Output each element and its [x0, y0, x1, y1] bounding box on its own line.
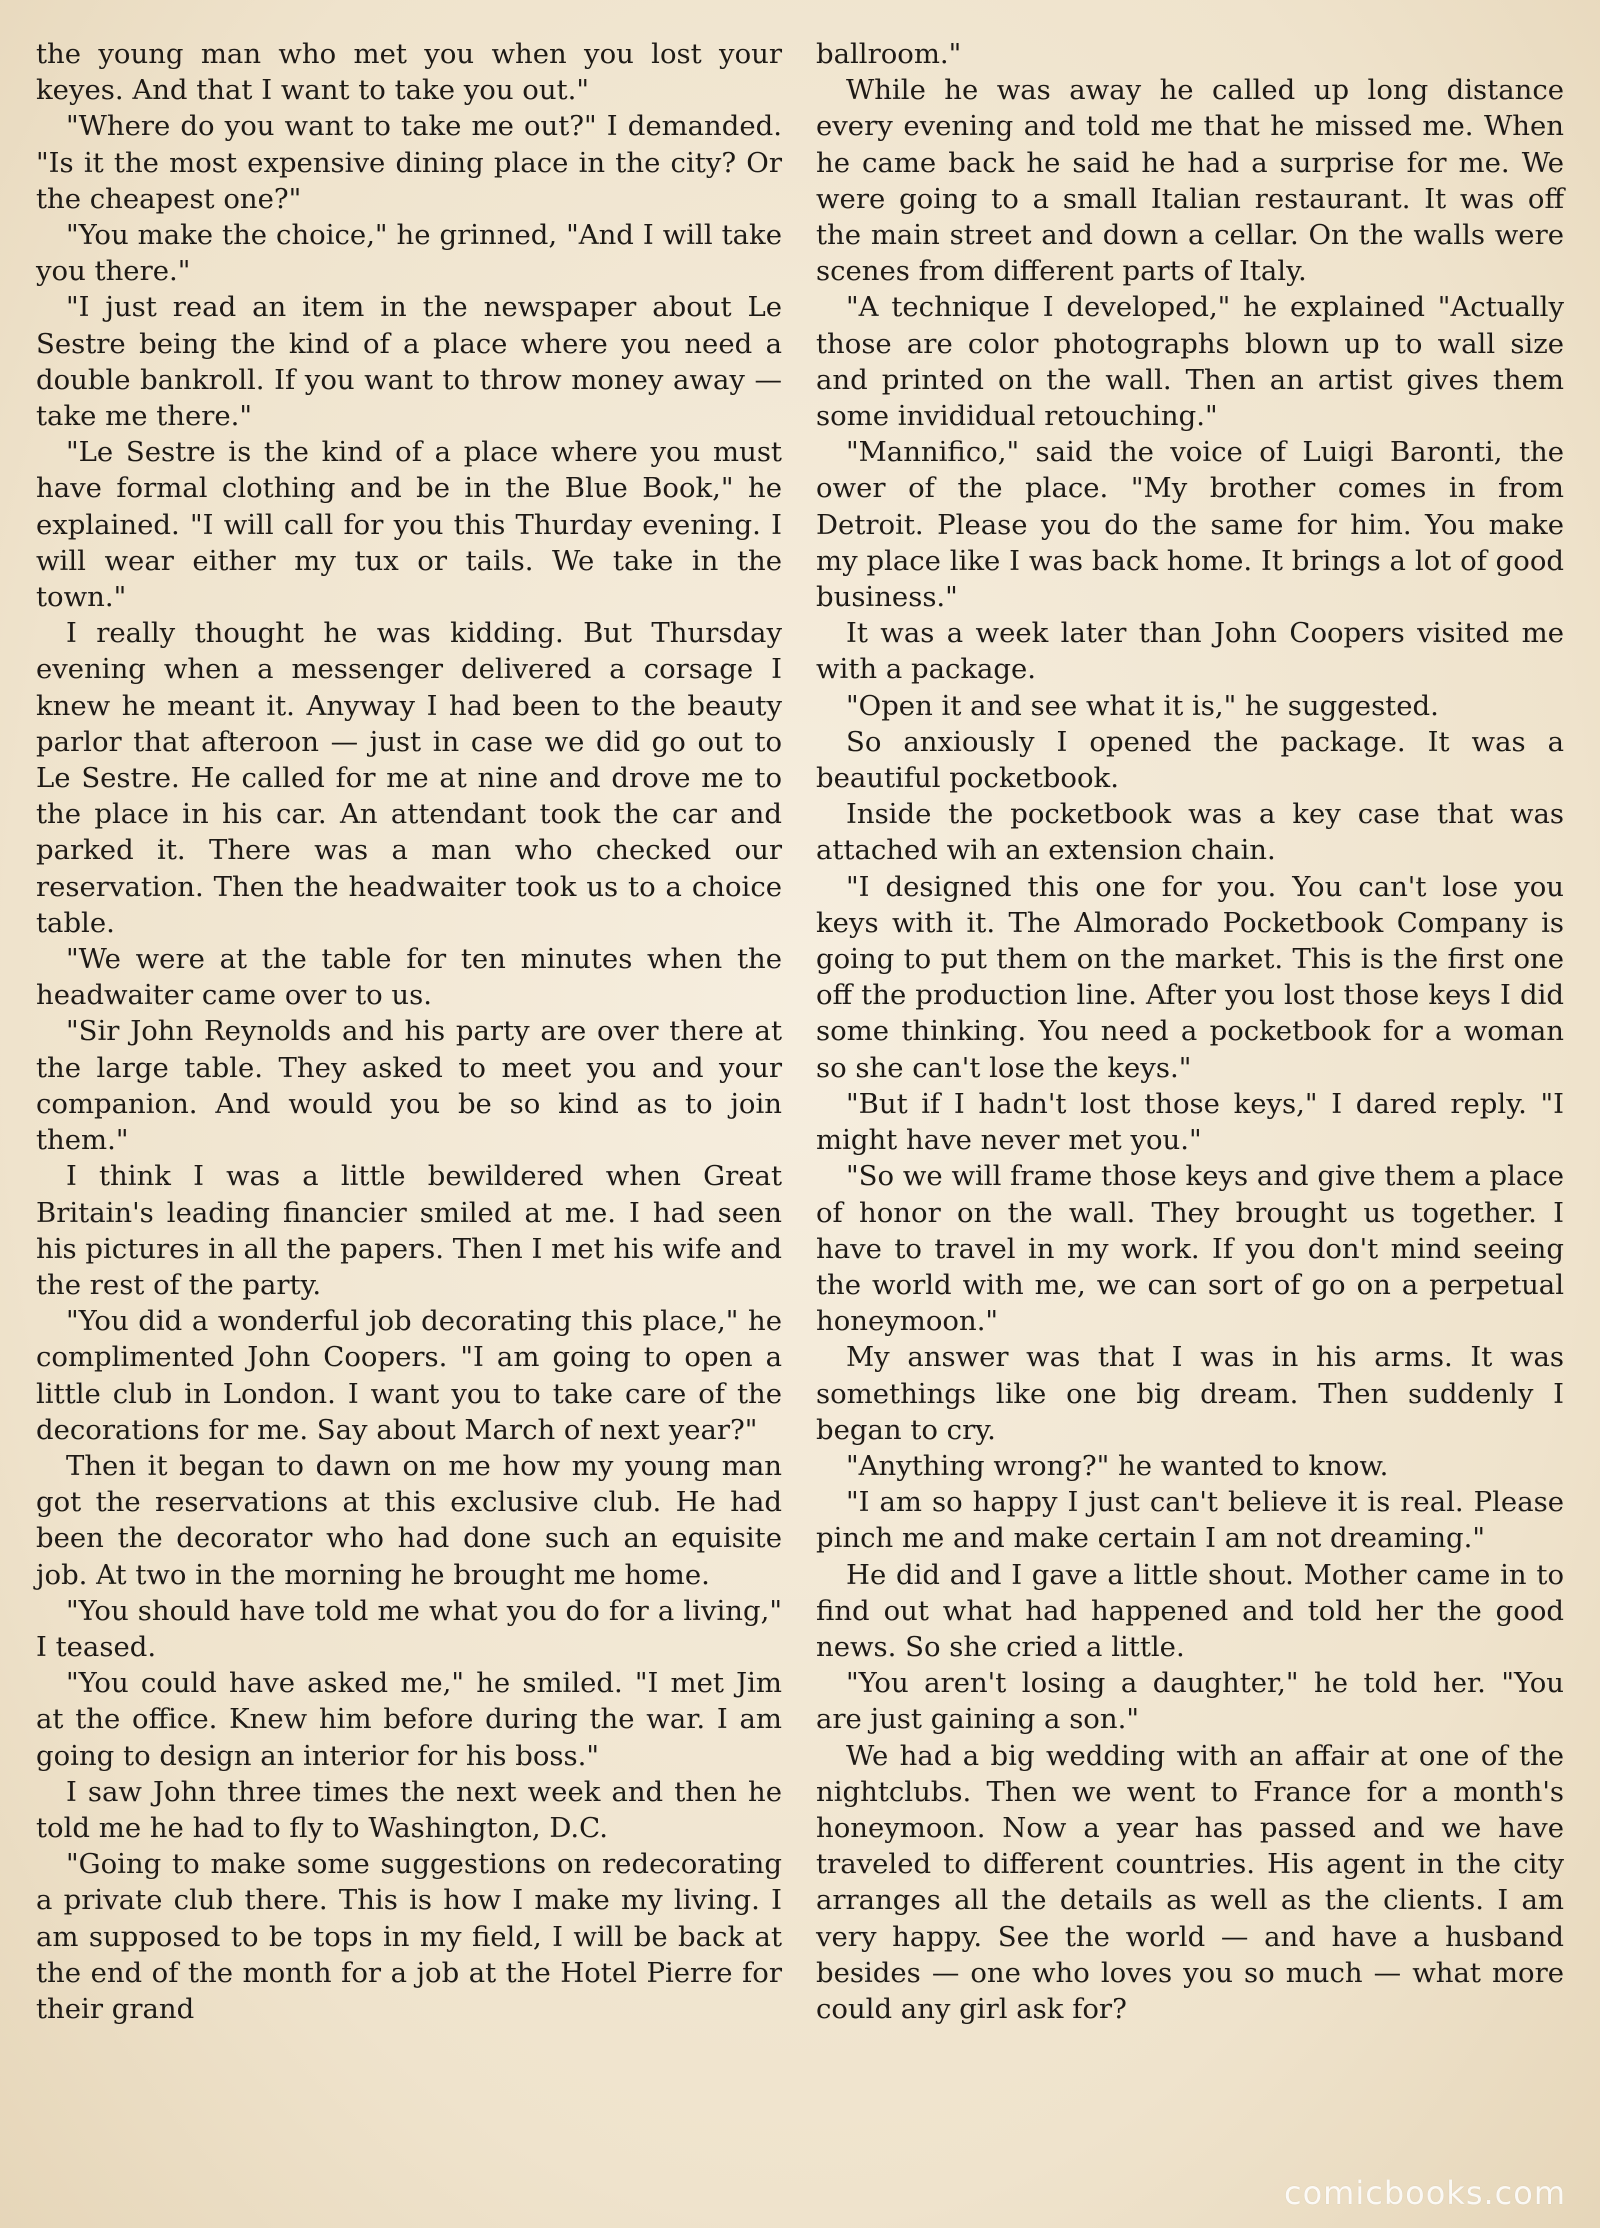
paragraph: "Open it and see what it is," he suggested.	[846, 689, 1439, 722]
text-columns	[36, 36, 1564, 2027]
paragraph: "You make the choice," he grinned, "And I will take you there."	[36, 219, 782, 288]
paragraph: "We were at the table for ten minutes when the headwaiter came over to us.	[36, 943, 782, 1012]
paragraph: "You aren't losing a daughter," he told her. "You are just gaining a son."	[816, 1667, 1564, 1736]
paragraph: "I designed this one for you. You can't lose you keys with it. The Almorado Pocketbook Company is going to put them on the market. This is the first one off the production line. After you lost those keys I did some thinking. You need a pocketbook for a woman so she can't lose the keys."	[816, 870, 1564, 1084]
paragraph: ballroom."	[816, 38, 962, 70]
paragraph: "Where do you want to take me out?" I demanded. "Is it the most expensive dining place in the city? Or the cheapest one?"	[36, 110, 782, 215]
paragraph: Inside the pocketbook was a key case that was attached wih an extension chain.	[816, 798, 1564, 867]
paragraph: Then it began to dawn on me how my young man got the reservations at this exclusive club. He had been the decorator who had done such an equisite job. At two in the morning he brought me home.	[36, 1449, 782, 1591]
paragraph: "Sir John Reynolds and his party are over there at the large table. They asked to meet you and your companion. And would you be so kind as to join them."	[36, 1015, 782, 1157]
paragraph: So anxiously I opened the package. It was a beautiful pocketbook.	[816, 725, 1564, 795]
paragraph: "Le Sestre is the kind of a place where you must have formal clothing and be in the Blue Book," he explained. "I will call for you this Thurday evening. I will wear either my tux or tails. We take in the town."	[36, 436, 782, 614]
paragraph: "Anything wrong?" he wanted to know.	[846, 1449, 1389, 1482]
paragraph: We had a big wedding with an affair at one of the nightclubs. Then we went to France for a month's honeymoon. Now a year has passed and we have traveled to different countries. His agent in the city arranges all the details as well as the clients. I am very happy. See the world — and have a husband besides — one who loves you so much — what more could any girl ask for?	[816, 1739, 1564, 2025]
paragraph: "You should have told me what you do for a living," I teased.	[36, 1594, 782, 1663]
paragraph: My answer was that I was in his arms. It was somethings like one big dream. Then suddenly I began to cry.	[816, 1341, 1564, 1446]
left-column	[36, 36, 782, 2027]
paragraph: "A technique I developed," he explained "Actually those are color photographs blown up to wall size and printed on the wall. Then an artist gives them some invididual retouching."	[816, 291, 1564, 433]
paragraph: "I am so happy I just can't believe it is real. Please pinch me and make certain I am not dreaming."	[816, 1486, 1564, 1555]
paragraph: "Mannifico," said the voice of Luigi Baronti, the ower of the place. "My brother comes in from Detroit. Please you do the same for him. You make my place like I was back home. It brings a lot of good business."	[816, 436, 1564, 614]
paragraph: "Going to make some suggestions on redecorating a private club there. This is how I make my living. I am supposed to be tops in my field, I will be back at the end of the month for a job at the Hotel Pierre for their grand	[36, 1848, 782, 2025]
paragraph: It was a week later than John Coopers visited me with a package.	[816, 617, 1564, 686]
paragraph: "I just read an item in the newspaper about Le Sestre being the kind of a place where you need a double bankroll. If you want to throw money away — take me there."	[36, 291, 782, 433]
paragraph: the young man who met you when you lost your keyes. And that I want to take you out."	[36, 38, 782, 107]
paragraph: I think I was a little bewildered when Great Britain's leading financier smiled at me. I had seen his pictures in all the papers. Then I met his wife and the rest of the party.	[36, 1160, 782, 1301]
site-watermark: comicbooks.com	[1283, 2174, 1566, 2212]
paragraph: I saw John three times the next week and then he told me he had to fly to Washington, D.C.	[36, 1775, 782, 1844]
paragraph: "You did a wonderful job decorating this place," he complimented John Coopers. "I am going to open a little club in London. I want you to take care of the decorations for me. Say about March of next year?"	[36, 1305, 782, 1446]
paragraph: "So we will frame those keys and give them a place of honor on the wall. They brought us together. I have to travel in my work. If you don't mind seeing the world with me, we can sort of go on a perpetual honeymoon."	[816, 1160, 1564, 1338]
paragraph: While he was away he called up long distance every evening and told me that he missed me. When he came back he said he had a surprise for me. We were going to a small Italian restaurant. It was off the main street and down a cellar. On the walls were scenes from different parts of Italy.	[816, 74, 1564, 288]
paragraph: "You could have asked me," he smiled. "I met Jim at the office. Knew him before during the war. I am going to design an interior for his boss."	[36, 1667, 782, 1772]
right-column	[816, 36, 1564, 2027]
paragraph: I really thought he was kidding. But Thursday evening when a messenger delivered a corsage I knew he meant it. Anyway I had been to the beauty parlor that afteroon — just in case we did go out to Le Sestre. He called for me at nine and drove me to the place in his car. An attendant took the car and parked it. There was a man who checked our reservation. Then the headwaiter took us to a choice table.	[36, 617, 782, 939]
paragraph: He did and I gave a little shout. Mother came in to find out what had happened and told her the good news. So she cried a little.	[816, 1558, 1564, 1663]
paragraph: "But if I hadn't lost those keys," I dared reply. "I might have never met you."	[816, 1087, 1564, 1157]
